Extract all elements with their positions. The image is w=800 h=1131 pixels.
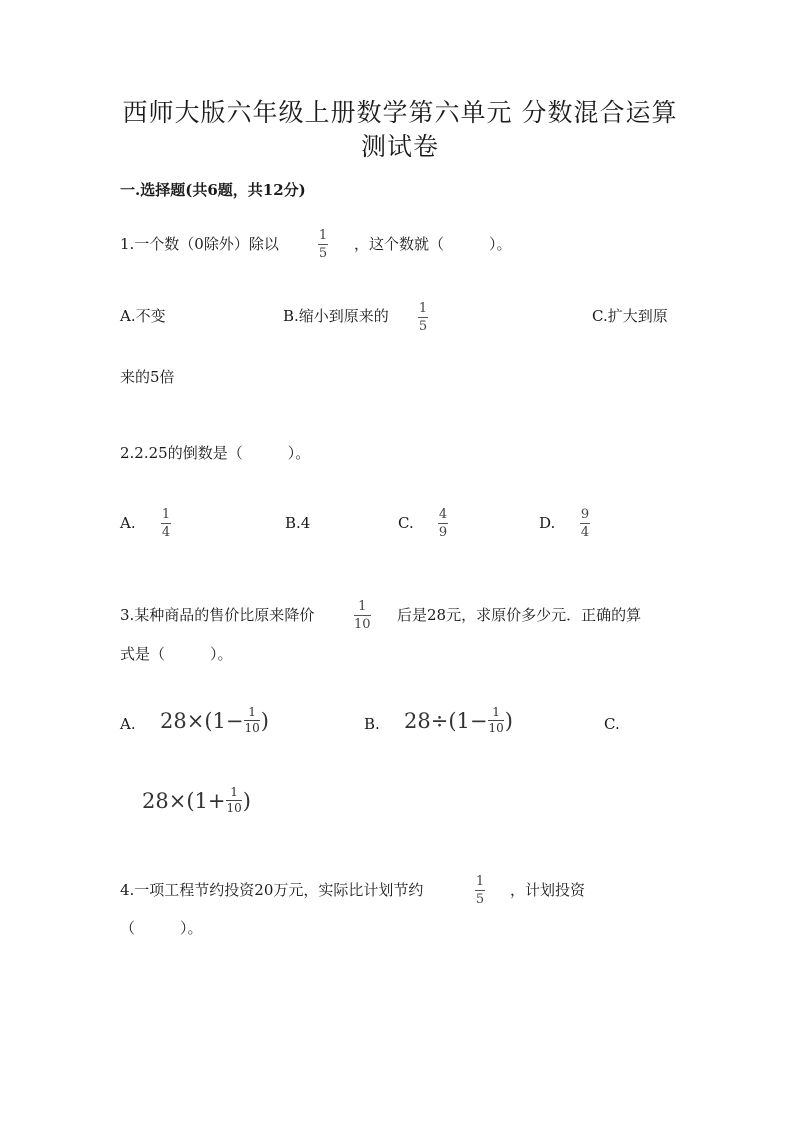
- question-3-option-c-expression: [142, 786, 251, 815]
- fraction-denominator: 10: [488, 721, 504, 735]
- question-4-stem: 4.一项工程节约投资20万元，实际比计划节约: [120, 881, 424, 899]
- question-1-option-c-wrap: 来的5倍: [120, 368, 175, 386]
- question-3-stem-end: 式是（ ）。: [120, 645, 233, 663]
- fraction-numerator: 1: [475, 874, 485, 889]
- page-title-line1: 西师大版六年级上册数学第六单元 分数混合运算: [122, 98, 678, 127]
- question-4-stem-middle: ，计划投资: [510, 881, 586, 899]
- expression-fraction: [488, 706, 503, 735]
- fraction-numerator: 9: [580, 507, 590, 522]
- question-2-option-d-fraction: [580, 507, 590, 540]
- expression-tail: ): [504, 708, 513, 733]
- fraction-numerator: 1: [358, 599, 367, 614]
- question-1-option-b-fraction: [418, 301, 428, 334]
- question-2-option-d[interactable]: D.: [539, 514, 556, 532]
- fraction-denominator: 10: [244, 721, 260, 735]
- expression-fraction: [226, 786, 241, 815]
- question-3-stem-middle: 后是28元，求原价多少元．正确的算: [397, 606, 642, 624]
- expression-lead: 28×(1−: [160, 708, 244, 733]
- question-1-option-c[interactable]: C.扩大到原: [592, 307, 668, 325]
- fraction-denominator: 4: [161, 525, 171, 540]
- fraction-denominator: 5: [318, 246, 328, 261]
- question-1-option-b[interactable]: B.缩小到原来的: [283, 307, 389, 325]
- fraction-bar: [418, 317, 428, 318]
- fraction-numerator: 1: [318, 228, 328, 243]
- question-2-stem: 2.2.25的倒数是（ ）。: [120, 444, 311, 462]
- question-2-option-a-fraction: [161, 507, 171, 540]
- fraction-bar: [475, 890, 485, 891]
- question-1-option-a[interactable]: A.不变: [120, 307, 166, 325]
- question-2-option-c[interactable]: C.: [398, 514, 414, 532]
- fraction-denominator: 5: [475, 892, 485, 907]
- fraction-bar: [438, 523, 448, 524]
- question-4-fraction: [475, 874, 485, 907]
- question-4-stem-end: （ ）。: [120, 919, 203, 937]
- fraction-denominator: 9: [438, 525, 448, 540]
- question-3-option-a-expression: [160, 706, 269, 735]
- question-3-option-b[interactable]: B.: [364, 715, 380, 733]
- fraction-bar: [161, 523, 171, 524]
- question-3-stem: 3.某种商品的售价比原来降价: [120, 606, 315, 624]
- fraction-numerator: 1: [418, 301, 428, 316]
- fraction-denominator: 10: [354, 617, 371, 632]
- fraction-denominator: 10: [226, 801, 242, 815]
- question-3-option-b-expression: [404, 706, 513, 735]
- question-1-stem-end: ，这个数就（ ）。: [354, 235, 512, 253]
- expression-lead: 28÷(1−: [404, 708, 488, 733]
- question-2-option-c-fraction: [438, 507, 448, 540]
- fraction-bar: [318, 244, 328, 245]
- fraction-numerator: 1: [492, 705, 500, 719]
- question-3-fraction: [354, 599, 371, 632]
- fraction-bar: [580, 523, 590, 524]
- fraction-numerator: 1: [230, 785, 238, 799]
- expression-fraction: [244, 706, 259, 735]
- fraction-denominator: 4: [580, 525, 590, 540]
- page-title-line2: 测试卷: [360, 132, 439, 161]
- question-2-option-b[interactable]: B.4: [285, 514, 311, 532]
- fraction-numerator: 1: [248, 705, 256, 719]
- question-3-option-c[interactable]: C.: [604, 715, 620, 733]
- expression-tail: ): [260, 708, 269, 733]
- question-1-stem: 1.一个数（0除外）除以: [120, 235, 279, 253]
- expression-lead: 28×(1+: [142, 788, 226, 813]
- section-heading: 一.选择题(共6题，共12分): [120, 181, 306, 199]
- expression-tail: ): [242, 788, 251, 813]
- question-2-option-a[interactable]: A.: [120, 514, 136, 532]
- fraction-numerator: 1: [161, 507, 171, 522]
- fraction-bar: [354, 615, 371, 616]
- fraction-numerator: 4: [438, 507, 448, 522]
- fraction-denominator: 5: [418, 319, 428, 334]
- question-1-fraction: [318, 228, 328, 261]
- question-3-option-a[interactable]: A.: [120, 715, 136, 733]
